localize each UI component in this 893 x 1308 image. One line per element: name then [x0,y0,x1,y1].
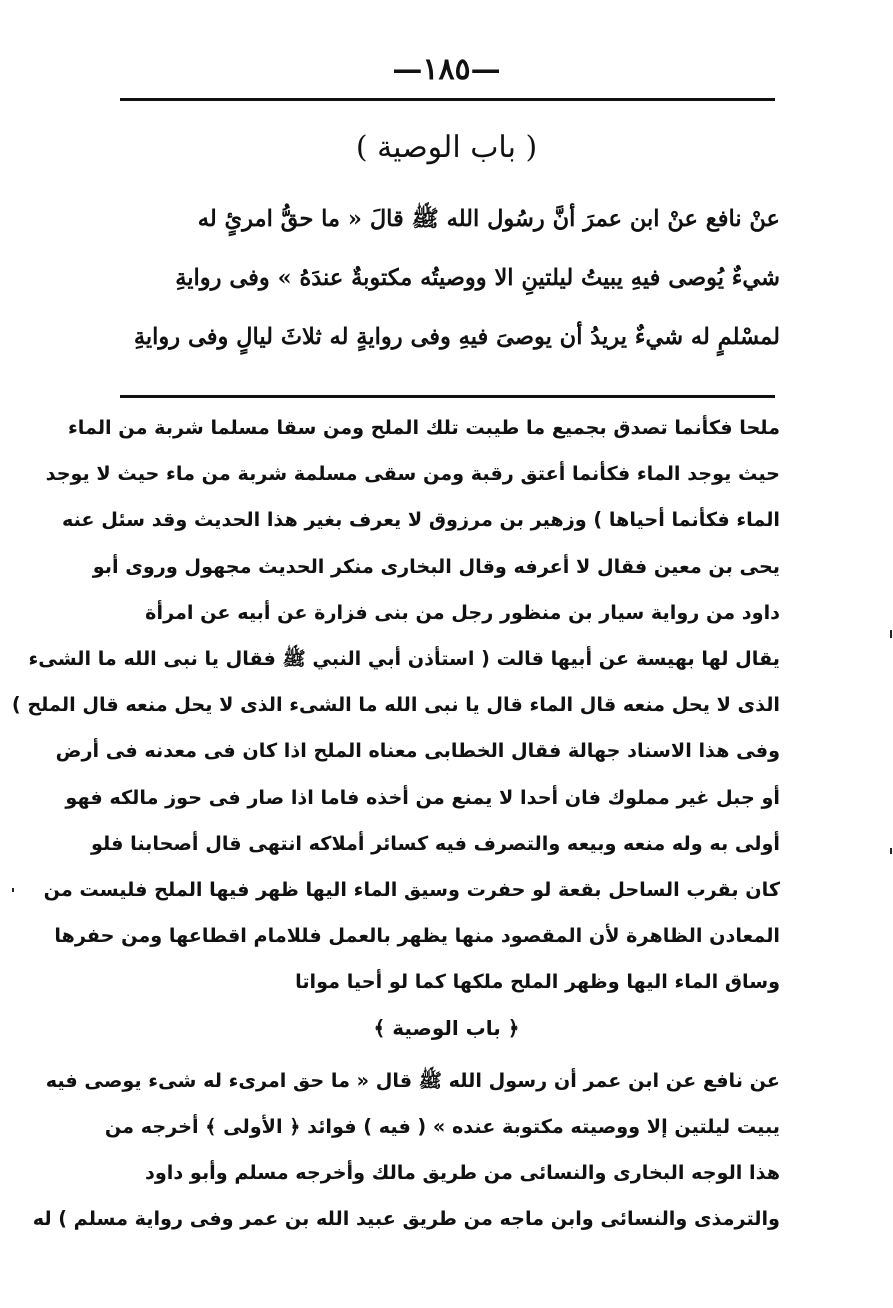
commentary-line: يقال لها بهيسة عن أبيها قالت ( استأذن أبي النبي ﷺ فقال يا نبى الله ما الشىء [28,647,780,671]
commentary-line: أولى به وله منعه وبيعه والتصرف فيه كسائر أملاكه انتهى قال أصحابنا فلو [91,831,780,855]
scan-edge-mark [890,848,892,854]
commentary-line: يحى بن معين فقال لا أعرفه وقال البخارى منكر الحديث مجهول وروى أبو [92,554,780,578]
commentary-line: داود من رواية سيار بن منظور رجل من بنى فزارة عن أبيه عن امرأة [145,600,780,624]
scan-edge-mark [890,630,892,638]
commentary-line: كان بقرب الساحل بقعة لو حفرت وسيق الماء اليها ظهر فيها الملح فليست من [43,878,780,902]
scan-edge-mark [12,888,14,892]
section-heading-bottom: ﴿ باب الوصية ﴾ [373,1016,520,1040]
page-number: —١٨٥— [392,52,501,87]
main-hadith-text [118,190,780,367]
section-heading-top: ( باب الوصية ) [355,130,538,165]
bottom-line: عن نافع عن ابن عمر أن رسول الله ﷺ قال « ما حق امرىء له شىء يوصى فيه [45,1069,780,1092]
commentary-line: المعادن الظاهرة لأن المقصود منها يظهر بالعمل فللامام اقطاعها ومن حفرها [54,924,780,948]
commentary-line: ملحا فكأنما تصدق بجميع ما طيبت تلك الملح ومن سقا مسلما شربة من الماء [67,416,780,439]
main-hadith-line: شيءٌ يُوصى فيهِ يبيتُ ليلتينِ الا ووصيتُه مكتوبةٌ عندَهُ » وفى روايةِ [175,265,780,291]
commentary-line: حيث يوجد الماء فكأنما أعتق رقبة ومن سقى مسلمة شربة من ماء حيث لا يوجد [45,462,780,486]
main-hadith-line: عنْ نافع عنْ ابن عمرَ أنَّ رسُول الله ﷺ قالَ « ما حقُّ امرئٍ له [197,206,780,232]
commentary-line: أو جبل غير مملوك فان أحدا لا يمنع من أخذه فاما اذا صار فى حوز مالكه فهو [65,785,780,809]
header-rule [120,98,775,101]
bottom-hadith-text [32,1058,780,1242]
commentary-line: الذى لا يحل منعه قال الماء قال يا نبى الله ما الشىء الذى لا يحل منعه قال الملح ) [11,693,780,717]
section-divider-rule [120,395,775,398]
bottom-line: هذا الوجه البخارى والنسائى من طريق مالك وأخرجه مسلم وأبو داود [145,1161,780,1184]
commentary-line: الماء فكأنما أحياها ) وزهير بن مرزوق لا يعرف بغير هذا الحديث وقد سئل عنه [61,508,780,532]
commentary-line: وساق الماء اليها وظهر الملح ملكها كما لو أحيا مواتا [295,970,780,994]
commentary-line: وفى هذا الاسناد جهالة فقال الخطابى معناه الملح اذا كان فى معدنه فى أرض [55,739,780,763]
commentary-text [11,405,780,1006]
bottom-line: يبيت ليلتين إلا ووصيته مكتوبة عنده » ( فيه ) فوائد ﴿ الأولى ﴾ أخرجه من [104,1115,780,1138]
main-hadith-line: لمسْلمٍ له شيءٌ يريدُ أن يوصىَ فيهِ وفى روايةٍ له ثلاثَ ليالٍ وفى روايةِ [133,324,780,350]
bottom-line: والترمذى والنسائى وابن ماجه من طريق عبيد الله بن عمر وفى رواية مسلم ) له [32,1207,780,1230]
